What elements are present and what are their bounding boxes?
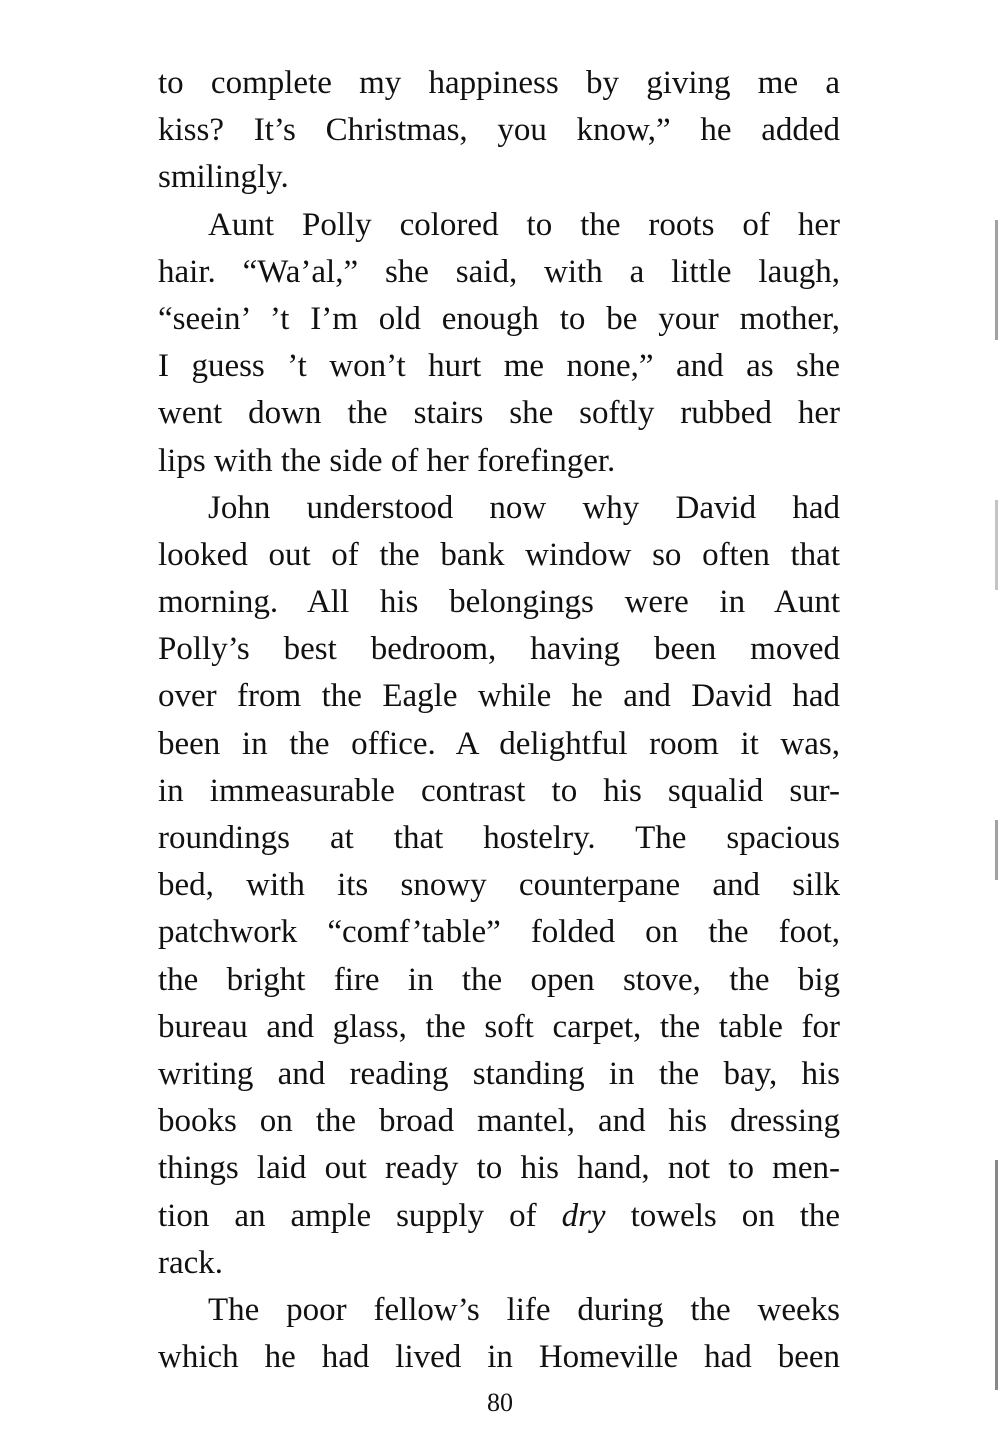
text-line-10: John understood now why David had: [208, 489, 840, 526]
text-line-18: bed, with its snowy counterpane and silk: [158, 867, 840, 904]
text-line-9: lips with the side of her forefinger.: [158, 442, 616, 479]
text-line-24: things laid out ready to his hand, not to men-: [158, 1150, 840, 1187]
text-line-16: in immeasurable contrast to his squalid sur-: [158, 772, 840, 809]
text-line-21: bureau and glass, the soft carpet, the table for: [158, 1008, 840, 1045]
text-line-4: Aunt Polly colored to the roots of her: [208, 206, 840, 243]
text-line-20: the bright fire in the open stove, the big: [158, 961, 840, 998]
text-line-6: “seein’ ’t I’m old enough to be your mother,: [158, 300, 840, 337]
text-line-25: [158, 1193, 840, 1240]
text-line-1: to complete my happiness by giving me a: [158, 65, 840, 101]
text-line-15: been in the office. A delightful room it was,: [158, 725, 840, 762]
text-line-11: looked out of the bank window so often that: [158, 536, 840, 573]
text-line-26: rack.: [158, 1244, 224, 1281]
body-text: [158, 60, 840, 1381]
text-line-22: writing and reading standing in the bay, his: [158, 1055, 840, 1092]
text-line-14: over from the Eagle while he and David had: [158, 678, 840, 715]
text-line-27: The poor fellow’s life during the weeks: [208, 1291, 840, 1328]
text-line-3: smilingly.: [158, 159, 289, 196]
text-line-12: morning. All his belongings were in Aunt: [158, 584, 840, 621]
italic-word: dry: [561, 1197, 606, 1234]
text-line-28: which he had lived in Homeville had been: [158, 1339, 840, 1376]
text-line-23: books on the broad mantel, and his dressing: [158, 1103, 840, 1140]
text-line-25-start: tion an ample supply of: [158, 1197, 537, 1234]
text-line-13: Polly’s best bedroom, having been moved: [158, 631, 840, 668]
text-line-17: roundings at that hostelry. The spacious: [158, 820, 840, 856]
text-line-5: hair. “Wa’al,” she said, with a little laugh,: [158, 253, 840, 290]
page-number: 80: [487, 1388, 513, 1417]
text-line-19: patchwork “comf’table” folded on the foot,: [158, 914, 840, 951]
scan-edge-artifact: [992, 200, 1000, 1400]
text-line-25-end: towels on the: [630, 1197, 841, 1234]
text-line-2: kiss? It’s Christmas, you know,” he added: [158, 112, 840, 149]
text-line-8: went down the stairs she softly rubbed her: [158, 395, 840, 432]
text-line-7: I guess ’t won’t hurt me none,” and as she: [158, 348, 840, 385]
